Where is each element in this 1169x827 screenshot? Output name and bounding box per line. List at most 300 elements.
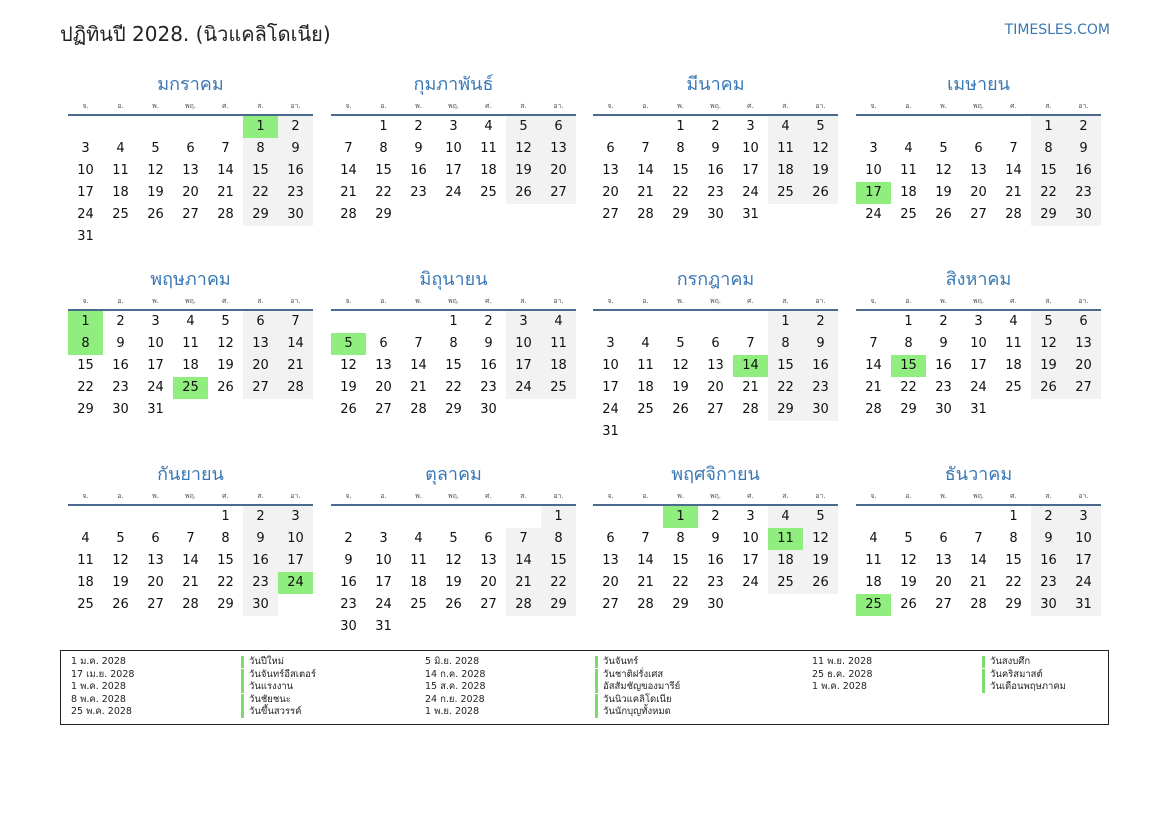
empty-day-cell — [401, 311, 436, 333]
holiday-date: 14 ก.ค. 2028 — [425, 668, 486, 680]
day-cell: 6 — [379, 336, 388, 351]
day-cell: 18 — [77, 575, 94, 590]
day-cell: 24 — [445, 185, 462, 200]
weekday-label: อา. — [815, 102, 826, 110]
empty-day-cell — [628, 116, 663, 138]
week-row — [593, 355, 838, 377]
holiday-item — [71, 694, 316, 707]
day-cell: 15 — [445, 358, 462, 373]
day-cell: 23 — [707, 575, 724, 590]
day-cell: 1 — [768, 311, 803, 333]
day-cell: 16 — [1031, 550, 1066, 572]
day-cell: 9 — [1066, 138, 1101, 160]
weekday-label: ศ. — [747, 297, 754, 305]
day-cell: 6 — [974, 141, 983, 156]
day-cell: 21 — [637, 575, 654, 590]
week-row — [68, 138, 313, 160]
month-block — [856, 72, 1101, 226]
day-cell: 29 — [243, 204, 278, 226]
holiday-marker — [982, 656, 985, 668]
day-cell: 27 — [182, 207, 199, 222]
day-cell: 19 — [445, 575, 462, 590]
day-cell: 17 — [602, 380, 619, 395]
week-row — [331, 506, 576, 528]
week-row — [68, 182, 313, 204]
day-cell: 18 — [182, 358, 199, 373]
day-cell: 25 — [541, 377, 576, 399]
week-row — [331, 160, 576, 182]
weekday-header — [856, 98, 1101, 116]
day-cell: 19 — [803, 550, 838, 572]
day-cell: 21 — [340, 185, 357, 200]
holiday-name: วันแรงงาน — [249, 681, 294, 692]
day-cell: 8 — [243, 138, 278, 160]
day-cell: 2 — [484, 314, 493, 329]
day-cell: 29 — [77, 402, 94, 417]
weekday-header — [68, 293, 313, 311]
week-row — [593, 399, 838, 421]
day-cell: 2 — [1066, 116, 1101, 138]
day-cell: 9 — [939, 336, 948, 351]
empty-day-cell — [138, 506, 173, 528]
day-cell: 15 — [1005, 553, 1022, 568]
day-cell: 14 — [1005, 163, 1022, 178]
week-row — [68, 160, 313, 182]
day-cell: 12 — [803, 528, 838, 550]
holiday-item — [71, 706, 316, 719]
holiday-item — [425, 706, 680, 719]
week-row — [68, 226, 313, 248]
week-row — [593, 572, 838, 594]
week-row — [68, 333, 313, 355]
holiday-column — [425, 656, 680, 719]
day-cell: 7 — [746, 336, 755, 351]
day-cell: 11 — [637, 358, 654, 373]
day-cell: 13 — [602, 553, 619, 568]
weekday-label: อ. — [380, 492, 387, 500]
day-cell: 1 — [379, 119, 388, 134]
holiday-item — [812, 669, 1066, 682]
month-block — [593, 267, 838, 443]
day-cell: 6 — [243, 311, 278, 333]
weekday-label: อ. — [642, 492, 649, 500]
day-cell: 12 — [217, 336, 234, 351]
day-cell: 30 — [803, 399, 838, 421]
day-cell: 20 — [182, 185, 199, 200]
weekday-label: พฤ. — [447, 297, 460, 305]
day-cell: 27 — [602, 207, 619, 222]
weekday-label: จ. — [345, 297, 352, 305]
empty-day-cell — [68, 506, 103, 528]
month-block — [331, 72, 576, 226]
day-cell: 16 — [707, 553, 724, 568]
day-cell: 8 — [676, 141, 685, 156]
weekday-label: พ. — [677, 297, 684, 305]
weekday-label: พ. — [415, 102, 422, 110]
holiday-date: 15 ส.ค. 2028 — [425, 681, 486, 692]
day-cell: 4 — [81, 531, 90, 546]
weekday-header — [593, 98, 838, 116]
day-cell: 7 — [641, 531, 650, 546]
empty-day-cell — [471, 204, 506, 226]
week-row — [593, 204, 838, 226]
day-cell: 18 — [865, 575, 882, 590]
day-cell: 8 — [68, 333, 103, 355]
holiday-marker — [595, 681, 598, 693]
day-cell: 7 — [344, 141, 353, 156]
empty-day-cell — [996, 399, 1031, 421]
day-cell: 4 — [484, 119, 493, 134]
day-cell: 14 — [506, 550, 541, 572]
day-cell: 3 — [379, 531, 388, 546]
day-cell: 21 — [278, 355, 313, 377]
day-cell: 31 — [77, 229, 94, 244]
weekday-label: พฤ. — [184, 297, 197, 305]
day-cell: 3 — [506, 311, 541, 333]
day-cell: 27 — [541, 182, 576, 204]
weekday-label: ศ. — [1010, 297, 1017, 305]
empty-day-cell — [278, 594, 313, 616]
day-cell: 11 — [112, 163, 129, 178]
day-cell: 3 — [81, 141, 90, 156]
day-cell: 16 — [935, 358, 952, 373]
day-cell: 17 — [506, 355, 541, 377]
weekday-label: จ. — [870, 492, 877, 500]
week-row — [68, 528, 313, 550]
day-cell: 29 — [900, 402, 917, 417]
week-row — [68, 399, 313, 421]
day-cell: 10 — [77, 163, 94, 178]
week-row — [68, 572, 313, 594]
day-cell: 13 — [182, 163, 199, 178]
day-cell: 6 — [151, 531, 160, 546]
day-cell: 11 — [865, 553, 882, 568]
weekday-label: พ. — [940, 102, 947, 110]
holiday-marker — [595, 694, 598, 706]
empty-day-cell — [628, 311, 663, 333]
holiday-name: วันสงบศึก — [990, 656, 1031, 667]
day-cell: 30 — [1031, 594, 1066, 616]
empty-day-cell — [926, 506, 961, 528]
day-cell: 16 — [410, 163, 427, 178]
day-cell: 22 — [541, 572, 576, 594]
month-block — [68, 72, 313, 248]
holiday-list — [60, 650, 1109, 725]
week-row — [68, 355, 313, 377]
day-cell: 26 — [445, 597, 462, 612]
day-cell: 21 — [410, 380, 427, 395]
day-cell: 9 — [116, 336, 125, 351]
day-cell: 16 — [278, 160, 313, 182]
weekday-label: อา. — [553, 102, 564, 110]
day-cell: 6 — [711, 336, 720, 351]
day-cell: 27 — [243, 377, 278, 399]
day-cell: 24 — [77, 207, 94, 222]
holiday-date: 25 พ.ค. 2028 — [71, 706, 132, 717]
week-row — [856, 204, 1101, 226]
week-row — [593, 528, 838, 550]
weekday-label: พฤ. — [709, 297, 722, 305]
month-block — [331, 267, 576, 421]
day-cell: 19 — [217, 358, 234, 373]
weekday-label: พฤ. — [447, 102, 460, 110]
weekday-header — [856, 488, 1101, 506]
day-cell: 28 — [278, 377, 313, 399]
day-cell: 6 — [186, 141, 195, 156]
day-cell: 5 — [506, 116, 541, 138]
week-row — [331, 138, 576, 160]
weekday-label: ศ. — [222, 297, 229, 305]
weekday-label: พฤ. — [184, 492, 197, 500]
holiday-date: 8 พ.ค. 2028 — [71, 693, 126, 705]
day-cell: 16 — [707, 163, 724, 178]
day-cell: 29 — [672, 207, 689, 222]
empty-day-cell — [856, 506, 891, 528]
week-row — [593, 333, 838, 355]
empty-day-cell — [471, 616, 506, 638]
holiday-name: วันชาติฝรั่งเศส — [603, 668, 664, 680]
day-cell: 26 — [112, 597, 129, 612]
day-cell: 26 — [340, 402, 357, 417]
day-cell: 7 — [221, 141, 230, 156]
day-cell: 15 — [541, 550, 576, 572]
day-cell: 20 — [935, 575, 952, 590]
day-cell: 15 — [672, 163, 689, 178]
day-cell: 16 — [480, 358, 497, 373]
day-cell: 19 — [147, 185, 164, 200]
day-cell: 28 — [637, 207, 654, 222]
day-cell: 11 — [768, 528, 803, 550]
day-cell: 8 — [1031, 138, 1066, 160]
holiday-item — [71, 669, 316, 682]
weekday-label: อ. — [380, 297, 387, 305]
day-cell: 14 — [340, 163, 357, 178]
day-cell: 21 — [182, 575, 199, 590]
day-cell: 18 — [112, 185, 129, 200]
day-cell: 11 — [77, 553, 94, 568]
empty-day-cell — [541, 616, 576, 638]
site-link[interactable]: TIMESLES.COM — [1004, 22, 1110, 38]
day-cell: 27 — [707, 402, 724, 417]
week-row — [856, 506, 1101, 528]
holiday-item — [425, 669, 680, 682]
day-cell: 14 — [410, 358, 427, 373]
day-cell: 9 — [484, 336, 493, 351]
day-cell: 23 — [112, 380, 129, 395]
day-cell: 11 — [1005, 336, 1022, 351]
day-cell: 25 — [112, 207, 129, 222]
holiday-date: 11 พ.ย. 2028 — [812, 656, 873, 667]
day-cell: 22 — [217, 575, 234, 590]
day-cell: 26 — [803, 182, 838, 204]
weekday-label: อา. — [290, 297, 301, 305]
week-row — [331, 616, 576, 638]
weekday-label: จ. — [82, 492, 89, 500]
day-cell: 1 — [449, 314, 458, 329]
weekday-label: พ. — [677, 102, 684, 110]
day-cell: 20 — [707, 380, 724, 395]
month-name: กันยายน — [157, 464, 224, 485]
day-cell: 27 — [970, 207, 987, 222]
day-cell: 2 — [939, 314, 948, 329]
day-cell: 7 — [414, 336, 423, 351]
holiday-marker — [241, 694, 244, 706]
day-cell: 24 — [1066, 572, 1101, 594]
day-cell: 13 — [541, 138, 576, 160]
day-cell: 2 — [1031, 506, 1066, 528]
day-cell: 7 — [278, 311, 313, 333]
day-cell: 17 — [1066, 550, 1101, 572]
month-name: สิงหาคม — [945, 269, 1012, 290]
day-cell: 13 — [707, 358, 724, 373]
holiday-column — [71, 656, 316, 719]
day-cell: 6 — [541, 116, 576, 138]
day-cell: 21 — [506, 572, 541, 594]
day-cell: 1 — [541, 506, 576, 528]
empty-day-cell — [663, 421, 698, 443]
empty-day-cell — [768, 204, 803, 226]
weekday-label: จ. — [607, 102, 614, 110]
empty-day-cell — [733, 421, 768, 443]
day-cell: 10 — [1066, 528, 1101, 550]
empty-day-cell — [506, 399, 541, 421]
day-cell: 29 — [217, 597, 234, 612]
day-cell: 19 — [506, 160, 541, 182]
day-cell: 13 — [602, 163, 619, 178]
day-cell: 19 — [900, 575, 917, 590]
day-cell: 4 — [116, 141, 125, 156]
weekday-label: พ. — [940, 297, 947, 305]
weekday-label: อา. — [815, 492, 826, 500]
weekday-label: อ. — [117, 102, 124, 110]
day-cell: 22 — [672, 575, 689, 590]
weekday-label: ศ. — [1010, 102, 1017, 110]
day-cell: 10 — [602, 358, 619, 373]
holiday-name: วันชัยชนะ — [249, 693, 291, 705]
weekday-label: ส. — [782, 492, 789, 500]
empty-day-cell — [961, 506, 996, 528]
day-cell: 18 — [768, 160, 803, 182]
day-cell: 10 — [970, 336, 987, 351]
empty-day-cell — [138, 116, 173, 138]
empty-day-cell — [891, 506, 926, 528]
empty-day-cell — [506, 204, 541, 226]
day-cell: 26 — [935, 207, 952, 222]
day-cell: 20 — [602, 575, 619, 590]
day-cell: 8 — [221, 531, 230, 546]
month-name: มิถุนายน — [419, 269, 488, 290]
day-cell: 20 — [480, 575, 497, 590]
weekday-label: ส. — [782, 297, 789, 305]
holiday-item — [71, 656, 316, 669]
day-cell: 15 — [217, 553, 234, 568]
week-row — [331, 311, 576, 333]
day-cell: 2 — [278, 116, 313, 138]
day-cell: 4 — [768, 506, 803, 528]
weekday-label: พฤ. — [709, 492, 722, 500]
day-cell: 25 — [173, 377, 208, 399]
day-cell: 28 — [970, 597, 987, 612]
weekday-label: พ. — [415, 492, 422, 500]
empty-day-cell — [278, 399, 313, 421]
day-cell: 1 — [663, 506, 698, 528]
holiday-name: อัสสัมชัญของมารีย์ — [603, 681, 681, 692]
holiday-item — [71, 681, 316, 694]
empty-day-cell — [208, 116, 243, 138]
day-cell: 3 — [1066, 506, 1101, 528]
empty-day-cell — [733, 594, 768, 616]
holiday-name: วันเดือนพฤษภาคม — [990, 681, 1066, 692]
week-row — [856, 572, 1101, 594]
empty-day-cell — [436, 616, 471, 638]
day-cell: 22 — [672, 185, 689, 200]
empty-day-cell — [663, 311, 698, 333]
day-cell: 2 — [414, 119, 423, 134]
day-cell: 1 — [904, 314, 913, 329]
weekday-label: ส. — [520, 492, 527, 500]
day-cell: 14 — [278, 333, 313, 355]
weekday-label: อ. — [380, 102, 387, 110]
week-row — [593, 377, 838, 399]
day-cell: 21 — [1005, 185, 1022, 200]
day-cell: 13 — [1066, 333, 1101, 355]
day-cell: 21 — [970, 575, 987, 590]
holiday-name: วันปีใหม่ — [249, 656, 285, 667]
holiday-date: 24 ก.ย. 2028 — [425, 693, 485, 705]
holiday-item — [425, 681, 680, 694]
weekday-label: อา. — [1078, 492, 1089, 500]
month-block — [331, 462, 576, 638]
month-name: มีนาคม — [686, 74, 745, 95]
day-cell: 29 — [445, 402, 462, 417]
day-cell: 28 — [217, 207, 234, 222]
holiday-item — [812, 681, 1066, 694]
day-cell: 26 — [900, 597, 917, 612]
day-cell: 10 — [742, 141, 759, 156]
holiday-date: 1 ม.ค. 2028 — [71, 656, 126, 667]
day-cell: 8 — [1009, 531, 1018, 546]
empty-day-cell — [208, 226, 243, 248]
day-cell: 13 — [480, 553, 497, 568]
empty-day-cell — [173, 116, 208, 138]
day-cell: 28 — [742, 402, 759, 417]
day-cell: 19 — [112, 575, 129, 590]
day-cell: 23 — [803, 377, 838, 399]
holiday-marker — [241, 706, 244, 718]
day-cell: 15 — [77, 358, 94, 373]
week-row — [68, 204, 313, 226]
day-cell: 2 — [711, 119, 720, 134]
empty-day-cell — [856, 116, 891, 138]
empty-day-cell — [628, 421, 663, 443]
day-cell: 5 — [904, 531, 913, 546]
day-cell: 25 — [77, 597, 94, 612]
day-cell: 14 — [865, 358, 882, 373]
day-cell: 6 — [606, 531, 615, 546]
week-row — [331, 355, 576, 377]
weekday-label: จ. — [870, 102, 877, 110]
day-cell: 12 — [445, 553, 462, 568]
day-cell: 23 — [278, 182, 313, 204]
day-cell: 3 — [869, 141, 878, 156]
day-cell: 22 — [1005, 575, 1022, 590]
weekday-label: พ. — [152, 492, 159, 500]
day-cell: 8 — [379, 141, 388, 156]
day-cell: 12 — [803, 138, 838, 160]
day-cell: 16 — [803, 355, 838, 377]
weekday-label: พ. — [677, 492, 684, 500]
day-cell: 4 — [414, 531, 423, 546]
